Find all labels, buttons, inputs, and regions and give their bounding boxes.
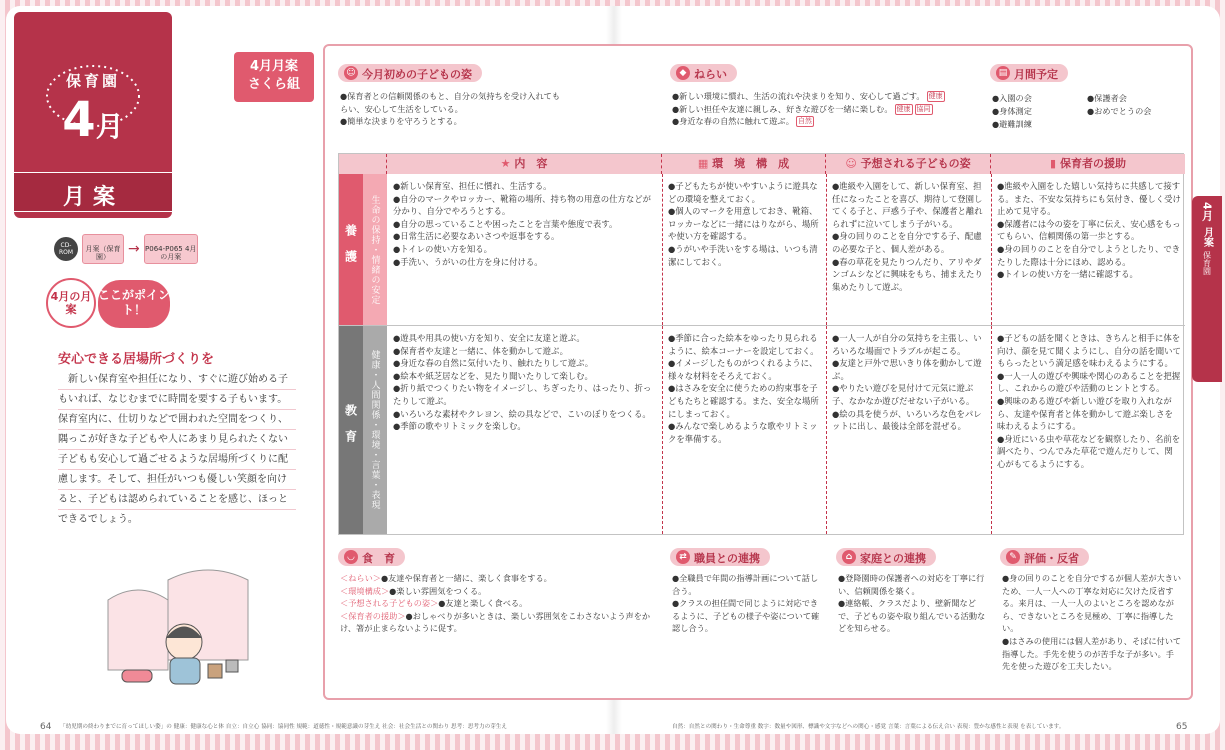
care-environment: ●子どもたちが使いやすいように遊具などの環境を整えておく。 ●個人のマークを用意しておき、靴箱、ロッカーなどに一緒にはりながら、場所や使い方を確認する。 ●うがいや手洗いをする場は、いつも清潔にしておく。: [668, 181, 819, 267]
row-care-label: 養護: [339, 174, 363, 325]
row-care: [339, 174, 1185, 326]
lead-title: 安心できる居場所づくりを: [58, 352, 215, 367]
child-playing-illustration: [98, 560, 268, 690]
eval-header: ✎ 評価・反省: [1000, 548, 1089, 566]
title-block: [14, 12, 172, 218]
footer-legend-right: 自然：自然との関わり・生命尊重 数字：数量や図形、標識や文字などへの関心・感覚 言葉：言葉による伝え合い 表現：豊かな感性と表現 を表しています。: [672, 724, 1065, 730]
class-label: 4月月案 さくら組: [234, 52, 314, 102]
head-expected: ☺ 予想される子どもの姿: [826, 154, 991, 174]
child-face-icon: ☺: [845, 157, 857, 170]
plan-table: [338, 153, 1184, 535]
schedule-header: ▤ 月間予定: [990, 64, 1068, 82]
aims-text: ●新しい環境に慣れ、生活の流れや決まりを知り、安心して過ごす。 健康 ●新しい担任や友達に親しみ、好きな遊びを一緒に楽しむ。 健康 協同 ●身近な春の自然に触れて遊ぶ。 自然: [672, 91, 943, 126]
edu-environment: ●季節に合った絵本をゆったり見られるように、絵本コーナーを設定しておく。 ●イメージしたものがつくれるように、様々な材料をそろえておく。 ●はさみを安全に使うための約束事を子どもたちと確認する。また、安全な場所にしまっておく。 ●みんなで楽しめるような歌やリトミックを準備する。: [668, 333, 819, 444]
diamond-icon: ◆: [676, 66, 690, 80]
page-number-right: 65: [1176, 722, 1188, 732]
footer-legend-left: 「幼児期の終わりまでに育ってほしい姿」の 健康：健康な心と体 自立：自立心 協同：協同性 規範：道徳性・規範意識の芽生え 社会：社会生活との関わり 思考：思考力の芽生え: [60, 724, 507, 730]
edu-support: ●子どもの話を聞くときは、きちんと相手に体を向け、顔を見て聞くようにし、自分の話を聞いてもらったという満足感を味わえるようにする。 ●一人一人の遊びや興味や関心のあることを把握し、これからの遊びや活動のヒントとする。 ●興味のある遊びや新しい遊びを取り入れながら、友達や保育者と体を動かして遊ぶ楽しさを味わえるようにする。 ●身近にいる虫や草花などを観察したり、名前を調べたり、つんでみた草花で遊んだりして、関心がもてるようにする。: [997, 333, 1181, 469]
row-care-sub: 生命の保持・情緒の安定: [363, 174, 387, 325]
nursery-label: 保育園: [65, 72, 120, 90]
cd-rom-path: [54, 232, 198, 266]
staff-header: ⇄ 職員との連携: [670, 548, 770, 566]
family-header: ⌂ 家庭との連携: [836, 548, 936, 566]
arrow-right-icon: →: [128, 241, 140, 257]
children-header: ☺ 今月初めの子どもの姿: [338, 64, 482, 82]
care-expected: ●進級や入園をして、新しい保育室、担任になったことを喜び、期待して登園してくる子と、戸惑う子や、保護者と離れられずに泣いてしまう子がいる。 ●身の回りのことを自分でする子、配慮の必要な子と、個人差がある。 ●春の草花を見たりつんだり、アリやダンゴムシなどに興味をもち、捕まえたり集めたりして遊ぶ。: [832, 181, 983, 292]
food-text: ＜ねらい＞●友達や保育者と一緒に、楽しく食事をする。 ＜環境構成＞●楽しい雰囲気をつくる。 ＜予想される子どもの姿＞●友達と楽しく食べる。 ＜保育者の援助＞●おしゃべりが多いときは、楽しい雰囲気をこわさないよう声をかけ、箸が止まらないように促す。: [340, 573, 651, 634]
head-content: ★ 内 容: [387, 154, 662, 174]
month-title: 4月: [62, 92, 124, 148]
head-support: ▮ 保育者の援助: [991, 154, 1185, 174]
food-header: ◡ 食 育: [338, 548, 405, 566]
table-corner: [339, 154, 387, 174]
point-badge: ここがポイント！: [98, 280, 170, 328]
edu-expected: ●一人一人が自分の気持ちを主張し、いろいろな場面でトラブルが起こる。 ●友達と戸外で思いきり体を動かして遊ぶ。 ●やりたい遊びを見付けて元気に遊ぶ子、なかなか遊びだせない子がいる。 ●絵の具を使うが、いろいろな色をパレットに出し、最後は全部を混ぜる。: [832, 333, 982, 432]
care-content: ●新しい保育室、担任に慣れ、生活する。 ●自分のマークやロッカー、靴箱の場所、持ち物の用意の仕方などが分かり、自分でやろうとする。 ●自分の思っていることや困ったことを言葉や態度で表す。 ●日常生活に必要なあいさつや返事をする。 ●トイレの使い方を知る。 ●手洗い、うがいの仕方を身に付ける。: [393, 181, 652, 267]
family-text: ●登降園時の保護者への対応を丁寧に行い、信頼関係を築く。 ●連絡帳、クラスだより、壁新聞などで、子どもの姿や取り組んでいる活動などを知らせる。: [838, 573, 986, 634]
edu-content: ●遊具や用具の使い方を知り、安全に友達と遊ぶ。 ●保育者や友達と一緒に、体を動かして遊ぶ。 ●身近な春の自然に気付いたり、触れたりして遊ぶ。 ●絵本や紙芝居などを、見たり聞いたりして楽しむ。 ●折り紙でつくりたい物をイメージし、ちぎったり、はったり、折ったりして遊ぶ。 ●いろいろな素材やクレヨン、絵の具などで、こいのぼりをつくる。 ●季節の歌やリトミックを楽しむ。: [393, 333, 652, 432]
lead-text: 新しい保育室や担任になり、すぐに遊び始める子もいれば、なじむまでに時間を要する子もいます。保育室内に、仕切りなどで囲われた空間をつくり、隅っこが好きな子どもや人にあまり見られたくない子どもも安心して過ごせるような居場所づくりに配慮します。そして、担任がいつも優しい笑顔を向けると、子どもは認められていることを感じ、ほっとできるでしょう。: [58, 370, 296, 520]
building-icon: ▦: [697, 157, 709, 170]
row-education-label: 教育: [339, 326, 363, 534]
swap-icon: ⇄: [676, 550, 690, 564]
tab-month: 4月: [1200, 202, 1214, 221]
aims-header: ◆ ねらい: [670, 64, 737, 82]
schedule-list: ●入園の会 ●保護者会 ●身体測定 ●おめでとうの会 ●避難訓練: [992, 93, 1152, 129]
month-tab[interactable]: [1192, 196, 1222, 382]
plan-label: 月案: [62, 185, 123, 210]
head-environment: ▦ 環 境 構 成: [662, 154, 826, 174]
row-education-sub: 健康・人間関係・環境・言葉・表現: [363, 326, 387, 534]
child-face-icon: ☺: [344, 66, 358, 80]
tab-plan: 月案: [1201, 226, 1213, 247]
children-text: ●保育者との信頼関係のもと、自分の気持ちを受け入れてもらい、安心して生活をしている。 ●簡単な決まりを守ろうとする。: [340, 91, 561, 126]
page-number-left: 64: [40, 722, 52, 732]
folder-1: 月案（保育園）: [82, 234, 124, 264]
care-support: ●進級や入園をした嬉しい気持ちに共感して接する。また、不安な気持ちにも気付き、優しく受け止めて見守る。 ●保護者には今の姿を丁寧に伝え、安心感をもってもらい、信頼関係の第一歩とする。 ●身の回りのことを自分でしようとしたり、できたりした際は十分にほめ、認める。 ●トイレの使い方を一緒に確認する。: [997, 181, 1181, 280]
pencil-icon: ✎: [1006, 550, 1020, 564]
staff-text: ●全職員で年間の指導計画について話し合う。 ●クラスの担任間で同じように対応できるように、子どもの様子や姿について確認し合う。: [672, 573, 820, 634]
month-badge: 4月の月案: [46, 278, 96, 328]
bowl-icon: ◡: [344, 550, 358, 564]
folder-2: P064-P065 4月の月案: [144, 234, 198, 264]
eval-text: ●身の回りのことを自分でするが個人差が大きいため、一人一人への丁寧な対応に欠けた反省する。来月は、一人一人のよいところを認めながら、できないところを見極め、丁寧に指導したい。 ●はさみの使用には個人差があり、そばに付いて指導した。手先を使うのが苦手な子が多い。手先を使った遊びを工夫したい。: [1002, 573, 1182, 672]
calendar-icon: ▤: [996, 66, 1010, 80]
apron-icon: ▮: [1050, 157, 1057, 170]
tab-type: 保育園: [1202, 250, 1212, 275]
house-icon: ⌂: [842, 550, 856, 564]
cd-rom-icon: CD-ROM: [54, 237, 78, 261]
row-education: [339, 326, 1185, 534]
star-icon: ★: [500, 157, 511, 170]
